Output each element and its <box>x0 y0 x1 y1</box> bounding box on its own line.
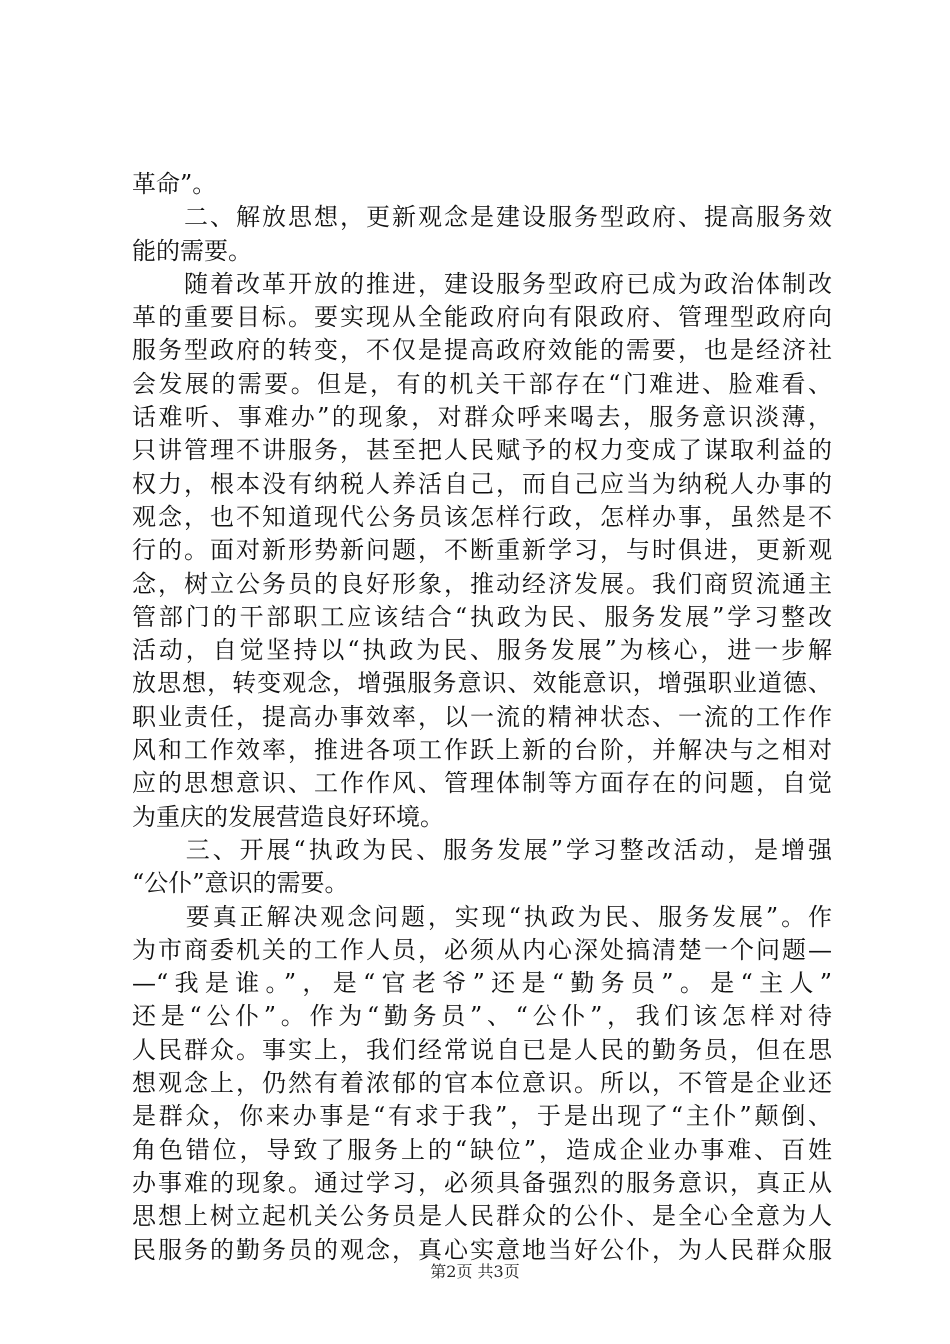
text-line: “公仆”意识的需要。 <box>132 869 349 898</box>
text-line: 能的需要。 <box>132 236 252 265</box>
text-line: 革命”。 <box>132 170 217 198</box>
text-line: 为重庆的发展营造良好环境。 <box>132 802 444 831</box>
text-line: 办事难的现象。通过学习，必须具备强烈的服务意识，真正从 <box>132 1168 832 1197</box>
text-line: 应的思想意识、工作作风、管理体制等方面存在的问题，自觉 <box>132 769 832 798</box>
text-line: 二、解放思想，更新观念是建设服务型政府、提高服务效 <box>132 203 832 232</box>
text-line: 风和工作效率，推进各项工作跃上新的台阶，并解决与之相对 <box>132 736 832 765</box>
text-line: 随着改革开放的推进，建设服务型政府已成为政治体制改 <box>132 269 832 298</box>
page-footer: 第2页 共3页 <box>430 1262 520 1281</box>
text-line: 要真正解决观念问题，实现“执政为民、服务发展”。作 <box>132 902 832 931</box>
text-line: 活动，自觉坚持以“执政为民、服务发展”为核心，进一步解 <box>132 636 832 665</box>
text-line: 是群众，你来办事是“有求于我”，于是出现了“主仆”颠倒、 <box>132 1102 832 1131</box>
text-line: 管部门的干部职工应该结合“执政为民、服务发展”学习整改 <box>132 602 832 631</box>
text-line: 会发展的需要。但是，有的机关干部存在“门难进、脸难看、 <box>132 369 832 398</box>
text-line: 话难听、事难办”的现象，对群众呼来喝去，服务意识淡薄， <box>132 403 832 432</box>
text-line: 观念，也不知道现代公务员该怎样行政，怎样办事，虽然是不 <box>132 502 832 531</box>
text-line: 权力，根本没有纳税人养活自己，而自己应当为纳税人办事的 <box>132 469 832 498</box>
text-line: 只讲管理不讲服务，甚至把人民赋予的权力变成了谋取利益的 <box>132 436 832 465</box>
text-line: 行的。面对新形势新问题，不断重新学习，与时俱进，更新观 <box>132 536 832 565</box>
text-line: 人民群众。事实上，我们经常说自已是人民的勤务员，但在思 <box>132 1035 832 1064</box>
text-line: 革的重要目标。要实现从全能政府向有限政府、管理型政府向 <box>132 303 832 332</box>
text-line: 念，树立公务员的良好形象，推动经济发展。我们商贸流通主 <box>132 569 832 598</box>
text-line: 职业责任，提高办事效率，以一流的精神状态、一流的工作作 <box>132 702 832 731</box>
text-line: 思想上树立起机关公务员是人民群众的公仆、是全心全意为人 <box>132 1202 832 1231</box>
text-line: 为市商委机关的工作人员，必须从内心深处搞清楚一个问题— <box>132 935 832 964</box>
text-line: 三、开展“执政为民、服务发展”学习整改活动，是增强 <box>132 835 832 864</box>
document-body <box>132 168 832 1267</box>
text-line: 角色错位，导致了服务上的“缺位”，造成企业办事难、百姓 <box>132 1135 832 1164</box>
text-line: —“我是谁。”，是“官老爷”还是“勤务员”。是“主人” <box>132 969 832 998</box>
text-line: 放思想，转变观念，增强服务意识、效能意识，增强职业道德、 <box>132 669 832 698</box>
text-line: 服务型政府的转变，不仅是提高政府效能的需要，也是经济社 <box>132 336 832 365</box>
text-line: 想观念上，仍然有着浓郁的官本位意识。所以，不管是企业还 <box>132 1069 832 1098</box>
text-line: 民服务的勤务员的观念，真心实意地当好公仆，为人民群众服 <box>132 1235 832 1264</box>
text-line: 还是“公仆”。作为“勤务员”、“公仆”，我们该怎样对待 <box>132 1002 832 1031</box>
